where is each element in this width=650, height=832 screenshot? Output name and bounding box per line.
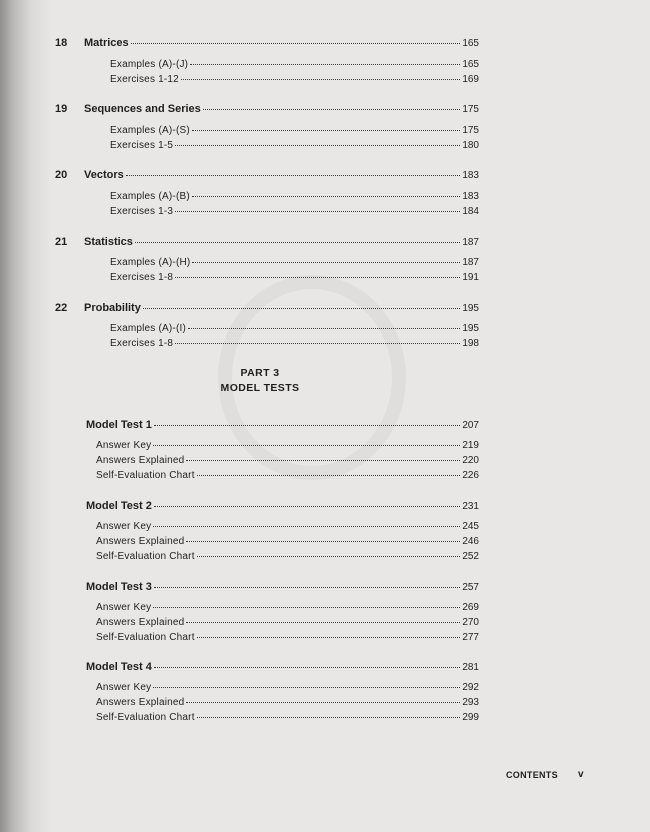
chapter-number: 18 bbox=[55, 37, 68, 49]
entry-label: Self-Evaluation Chart bbox=[96, 551, 195, 562]
toc-entry-sub[interactable] bbox=[110, 74, 479, 85]
dot-leader bbox=[143, 308, 460, 309]
toc-entry-test[interactable] bbox=[86, 581, 479, 593]
dot-leader bbox=[135, 242, 460, 243]
page-number: 175 bbox=[462, 104, 479, 115]
toc-entry-sub[interactable] bbox=[96, 440, 479, 451]
toc-entry-chapter[interactable] bbox=[84, 236, 479, 248]
dot-leader bbox=[154, 587, 461, 588]
dot-leader bbox=[175, 211, 460, 212]
page-number: 220 bbox=[462, 455, 479, 466]
entry-label: Self-Evaluation Chart bbox=[96, 470, 195, 481]
test-title: Model Test 1 bbox=[86, 419, 152, 431]
toc-entry-sub[interactable] bbox=[96, 470, 479, 481]
dot-leader bbox=[186, 622, 460, 623]
chapter-title: Matrices bbox=[84, 37, 129, 49]
dot-leader bbox=[197, 556, 461, 557]
entry-label: Exercises 1-8 bbox=[110, 338, 174, 349]
entry-label: Exercises 1-12 bbox=[110, 74, 179, 85]
page-number: 195 bbox=[462, 323, 479, 334]
entry-label: Answer Key bbox=[96, 440, 152, 451]
page-number: 207 bbox=[462, 420, 479, 431]
toc-entry-chapter[interactable] bbox=[84, 169, 479, 181]
page-number: 180 bbox=[462, 140, 479, 151]
dot-leader bbox=[153, 607, 460, 608]
entry-label: Examples (A)-(J) bbox=[110, 59, 189, 70]
page-number: 277 bbox=[462, 632, 479, 643]
dot-leader bbox=[192, 262, 460, 263]
dot-leader bbox=[154, 506, 461, 507]
entry-label: Exercises 1-5 bbox=[110, 140, 174, 151]
toc-entry-chapter[interactable] bbox=[84, 103, 479, 115]
entry-label: Self-Evaluation Chart bbox=[96, 712, 195, 723]
chapter-number: 20 bbox=[55, 169, 68, 181]
dot-leader bbox=[192, 130, 460, 131]
part-label: PART 3 bbox=[240, 367, 280, 379]
page-number: 292 bbox=[462, 682, 479, 693]
toc-entry-test[interactable] bbox=[86, 419, 479, 431]
toc-entry-sub[interactable] bbox=[96, 682, 479, 693]
entry-label: Examples (A)-(H) bbox=[110, 257, 191, 268]
dot-leader bbox=[153, 445, 460, 446]
toc-entry-sub[interactable] bbox=[96, 536, 479, 547]
toc-entry-sub[interactable] bbox=[96, 617, 479, 628]
toc-entry-sub[interactable] bbox=[110, 206, 479, 217]
page-number: 187 bbox=[462, 237, 479, 248]
toc-entry-sub[interactable] bbox=[96, 455, 479, 466]
page-number: 175 bbox=[462, 125, 479, 136]
dot-leader bbox=[175, 145, 460, 146]
page-number: 257 bbox=[462, 582, 479, 593]
toc-entry-sub[interactable] bbox=[110, 125, 479, 136]
entry-label: Answers Explained bbox=[96, 697, 185, 708]
toc-entry-test[interactable] bbox=[86, 661, 479, 673]
dot-leader bbox=[153, 526, 460, 527]
dot-leader bbox=[131, 43, 461, 44]
toc-entry-sub[interactable] bbox=[96, 521, 479, 532]
dot-leader bbox=[181, 79, 460, 80]
dot-leader bbox=[190, 64, 460, 65]
toc-entry-sub[interactable] bbox=[110, 338, 479, 349]
entry-label: Answer Key bbox=[96, 521, 152, 532]
toc-entry-test[interactable] bbox=[86, 500, 479, 512]
entry-label: Exercises 1-8 bbox=[110, 272, 174, 283]
entry-label: Answers Explained bbox=[96, 455, 185, 466]
dot-leader bbox=[153, 687, 460, 688]
footer-section-label: CONTENTS bbox=[506, 770, 558, 780]
test-title: Model Test 4 bbox=[86, 661, 152, 673]
dot-leader bbox=[203, 109, 461, 110]
toc-entry-chapter[interactable] bbox=[84, 37, 479, 49]
dot-leader bbox=[154, 667, 461, 668]
toc-entry-sub[interactable] bbox=[96, 697, 479, 708]
page-number: 165 bbox=[462, 59, 479, 70]
page-number: 187 bbox=[462, 257, 479, 268]
chapter-number: 19 bbox=[55, 103, 68, 115]
chapter-number: 22 bbox=[55, 302, 68, 314]
entry-label: Exercises 1-3 bbox=[110, 206, 174, 217]
page-number: 191 bbox=[462, 272, 479, 283]
toc-entry-sub[interactable] bbox=[110, 272, 479, 283]
page-number: 165 bbox=[462, 38, 479, 49]
page-number: 281 bbox=[462, 662, 479, 673]
dot-leader bbox=[154, 425, 461, 426]
toc-entry-sub[interactable] bbox=[110, 140, 479, 151]
chapter-number: 21 bbox=[55, 236, 68, 248]
toc-entry-sub[interactable] bbox=[96, 551, 479, 562]
toc-entry-chapter[interactable] bbox=[84, 302, 479, 314]
dot-leader bbox=[197, 637, 461, 638]
page-number: 183 bbox=[462, 170, 479, 181]
page-number: 184 bbox=[462, 206, 479, 217]
chapter-title: Vectors bbox=[84, 169, 124, 181]
dot-leader bbox=[186, 702, 460, 703]
page-number: 219 bbox=[462, 440, 479, 451]
dot-leader bbox=[186, 460, 460, 461]
dot-leader bbox=[175, 277, 460, 278]
page-number: 270 bbox=[462, 617, 479, 628]
part-title: MODEL TESTS bbox=[220, 382, 300, 394]
entry-label: Answer Key bbox=[96, 682, 152, 693]
entry-label: Examples (A)-(B) bbox=[110, 191, 190, 202]
toc-entry-sub[interactable] bbox=[110, 59, 479, 70]
test-title: Model Test 3 bbox=[86, 581, 152, 593]
entry-label: Examples (A)-(S) bbox=[110, 125, 190, 136]
toc-entry-sub[interactable] bbox=[96, 712, 479, 723]
page-number: 195 bbox=[462, 303, 479, 314]
page-number: 226 bbox=[462, 470, 479, 481]
dot-leader bbox=[197, 717, 461, 718]
dot-leader bbox=[175, 343, 460, 344]
dot-leader bbox=[188, 328, 460, 329]
dot-leader bbox=[197, 475, 461, 476]
dot-leader bbox=[126, 175, 461, 176]
toc-entry-sub[interactable] bbox=[110, 191, 479, 202]
page-number: 299 bbox=[462, 712, 479, 723]
page-number: 231 bbox=[462, 501, 479, 512]
chapter-title: Probability bbox=[84, 302, 141, 314]
entry-label: Answers Explained bbox=[96, 536, 185, 547]
entry-label: Answers Explained bbox=[96, 617, 185, 628]
toc-entry-sub[interactable] bbox=[110, 257, 479, 268]
page-number: 246 bbox=[462, 536, 479, 547]
page-binding-shadow bbox=[0, 0, 52, 832]
toc-entry-sub[interactable] bbox=[96, 602, 479, 613]
entry-label: Answer Key bbox=[96, 602, 152, 613]
chapter-title: Sequences and Series bbox=[84, 103, 201, 115]
page-number: 183 bbox=[462, 191, 479, 202]
dot-leader bbox=[186, 541, 460, 542]
toc-entry-sub[interactable] bbox=[110, 323, 479, 334]
dot-leader bbox=[192, 196, 460, 197]
page-number: 198 bbox=[462, 338, 479, 349]
footer-page-number: v bbox=[578, 769, 584, 780]
entry-label: Self-Evaluation Chart bbox=[96, 632, 195, 643]
chapter-title: Statistics bbox=[84, 236, 133, 248]
toc-entry-sub[interactable] bbox=[96, 632, 479, 643]
test-title: Model Test 2 bbox=[86, 500, 152, 512]
page-number: 269 bbox=[462, 602, 479, 613]
page-number: 252 bbox=[462, 551, 479, 562]
page-number: 293 bbox=[462, 697, 479, 708]
page-number: 169 bbox=[462, 74, 479, 85]
entry-label: Examples (A)-(I) bbox=[110, 323, 186, 334]
page-number: 245 bbox=[462, 521, 479, 532]
